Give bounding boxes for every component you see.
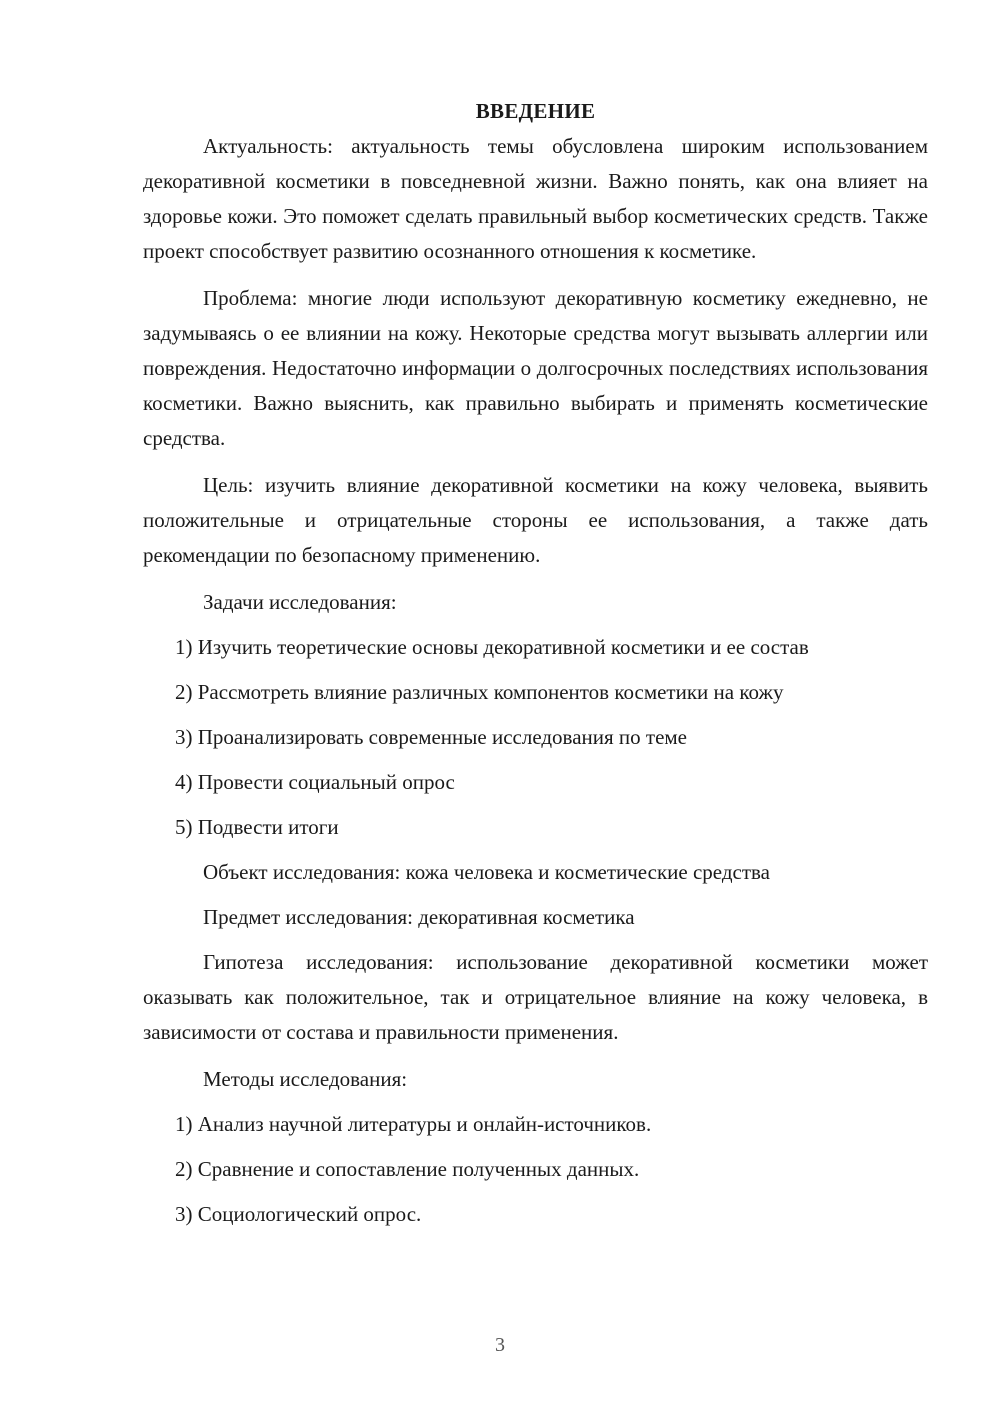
subject-paragraph: Предмет исследования: декоративная косметика — [203, 905, 635, 929]
section-title: ВВЕДЕНИЕ — [475, 99, 596, 123]
document-page — [143, 96, 928, 1242]
problem-paragraph: Проблема: многие люди используют декоративную косметику ежедневно, не задумываясь о ее влиянии на кожу. Некоторые средства могут вызывать аллергии или повреждения. Недостаточно информации о долгосрочных последствиях использования косметики. Важно выяснить, как правильно выбирать и применять косметические средства. — [143, 286, 928, 450]
task-item: 3) Проанализировать современные исследования по теме — [175, 725, 687, 749]
methods-label: Методы исследования: — [203, 1067, 408, 1091]
hypothesis-paragraph: Гипотеза исследования: использование декоративной косметики может оказывать как положительное, так и отрицательное влияние на кожу человека, в зависимости от состава и правильности применения. — [143, 950, 928, 1044]
tasks-label: Задачи исследования: — [203, 590, 397, 614]
methods-list — [143, 1107, 928, 1232]
task-item: 2) Рассмотреть влияние различных компонентов косметики на кожу — [175, 680, 784, 704]
method-item: 3) Социологический опрос. — [175, 1202, 422, 1226]
goal-paragraph: Цель: изучить влияние декоративной косметики на кожу человека, выявить положительные и отрицательные стороны ее использования, а также дать рекомендации по безопасному применению. — [143, 473, 928, 567]
page-number: 3 — [495, 1334, 505, 1356]
relevance-paragraph: Актуальность: актуальность темы обусловлена широким использованием декоративной косметики в повседневной жизни. Важно понять, как она влияет на здоровье кожи. Это поможет сделать правильный выбор косметических средств. Также проект способствует развитию осознанного отношения к косметике. — [143, 134, 928, 263]
task-item: 4) Провести социальный опрос — [175, 770, 455, 794]
task-item: 5) Подвести итоги — [175, 815, 339, 839]
tasks-list — [143, 630, 928, 845]
method-item: 2) Сравнение и сопоставление полученных данных. — [175, 1157, 640, 1181]
object-paragraph: Объект исследования: кожа человека и косметические средства — [203, 860, 770, 884]
method-item: 1) Анализ научной литературы и онлайн-источников. — [175, 1112, 652, 1136]
task-item: 1) Изучить теоретические основы декоративной косметики и ее состав — [175, 635, 809, 659]
